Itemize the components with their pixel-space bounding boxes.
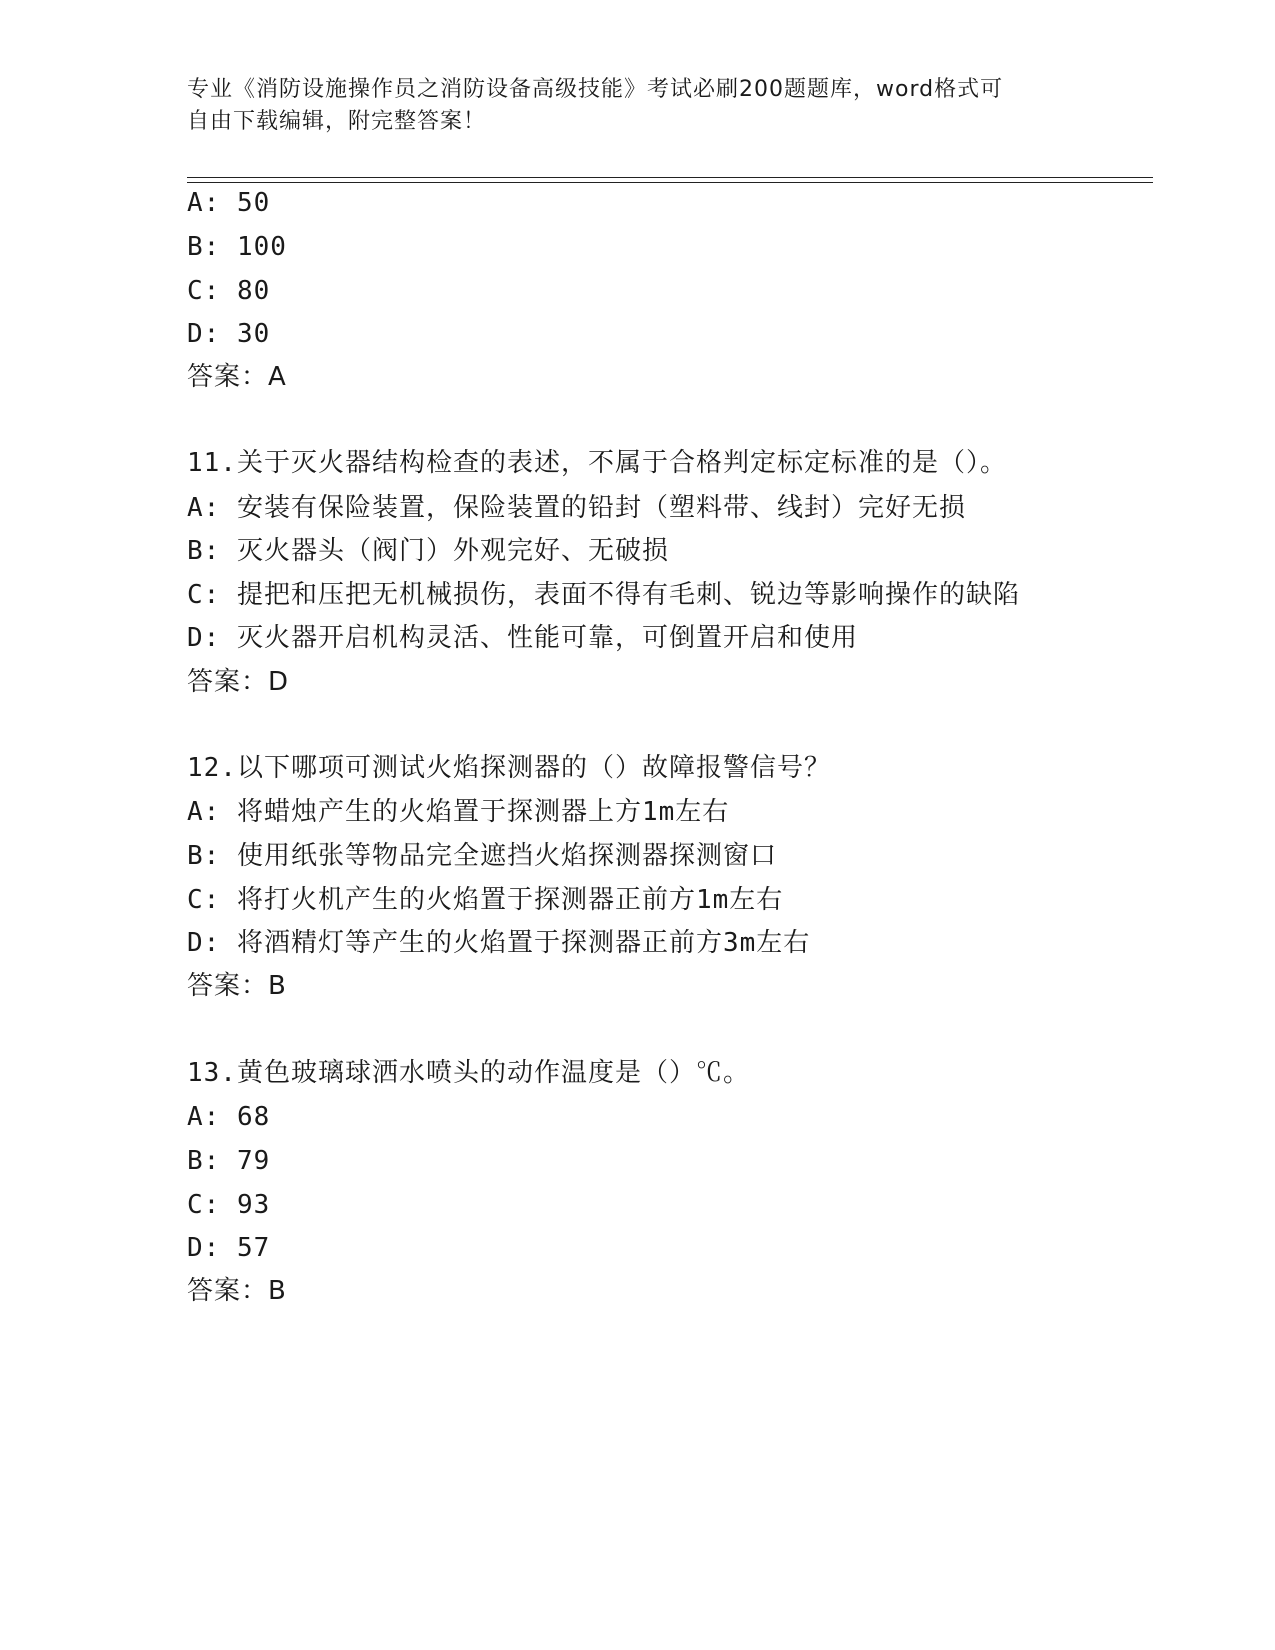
q13-answer: 答案：B	[187, 1276, 287, 1306]
header-line-1: 专业《消防设施操作员之消防设备高级技能》考试必刷200题题库，word格式可	[187, 77, 1004, 102]
q13-option-b: B: 79	[187, 1146, 271, 1176]
q12-option-d: D: 将酒精灯等产生的火焰置于探测器正前方3m左右	[187, 928, 811, 958]
q12-option-b: B: 使用纸张等物品完全遮挡火焰探测器探测窗口	[187, 841, 777, 871]
q11-option-a: A: 安装有保险装置，保险装置的铅封（塑料带、线封）完好无损	[187, 493, 966, 523]
q11-answer: 答案：D	[187, 667, 290, 697]
q10-option-b: B: 100	[187, 232, 287, 262]
q10-option-a: A: 50	[187, 188, 271, 218]
q11-stem: 11.关于灭火器结构检查的表述，不属于合格判定标定标准的是（）。	[187, 448, 1007, 478]
q12-stem: 12.以下哪项可测试火焰探测器的（）故障报警信号？	[187, 753, 831, 783]
document-header	[187, 74, 1067, 138]
q13-stem: 13.黄色玻璃球洒水喷头的动作温度是（）℃。	[187, 1058, 750, 1088]
q11-option-b: B: 灭火器头（阀门）外观完好、无破损	[187, 536, 669, 566]
q11-option-c: C: 提把和压把无机械损伤，表面不得有毛刺、锐边等影响操作的缺陷	[187, 580, 1020, 610]
q10-answer: 答案：A	[187, 362, 287, 392]
q13-option-d: D: 57	[187, 1233, 271, 1263]
q13-option-a: A: 68	[187, 1102, 271, 1132]
header-divider-bottom	[187, 182, 1153, 183]
header-line-2: 自由下载编辑，附完整答案！	[187, 109, 487, 134]
q13-option-c: C: 93	[187, 1190, 271, 1220]
header-divider-top	[187, 177, 1153, 178]
q10-option-d: D: 30	[187, 319, 271, 349]
q12-option-a: A: 将蜡烛产生的火焰置于探测器上方1m左右	[187, 797, 730, 827]
q12-option-c: C: 将打火机产生的火焰置于探测器正前方1m左右	[187, 885, 784, 915]
q12-answer: 答案：B	[187, 971, 287, 1001]
q11-option-d: D: 灭火器开启机构灵活、性能可靠，可倒置开启和使用	[187, 623, 858, 653]
q10-option-c: C: 80	[187, 276, 271, 306]
